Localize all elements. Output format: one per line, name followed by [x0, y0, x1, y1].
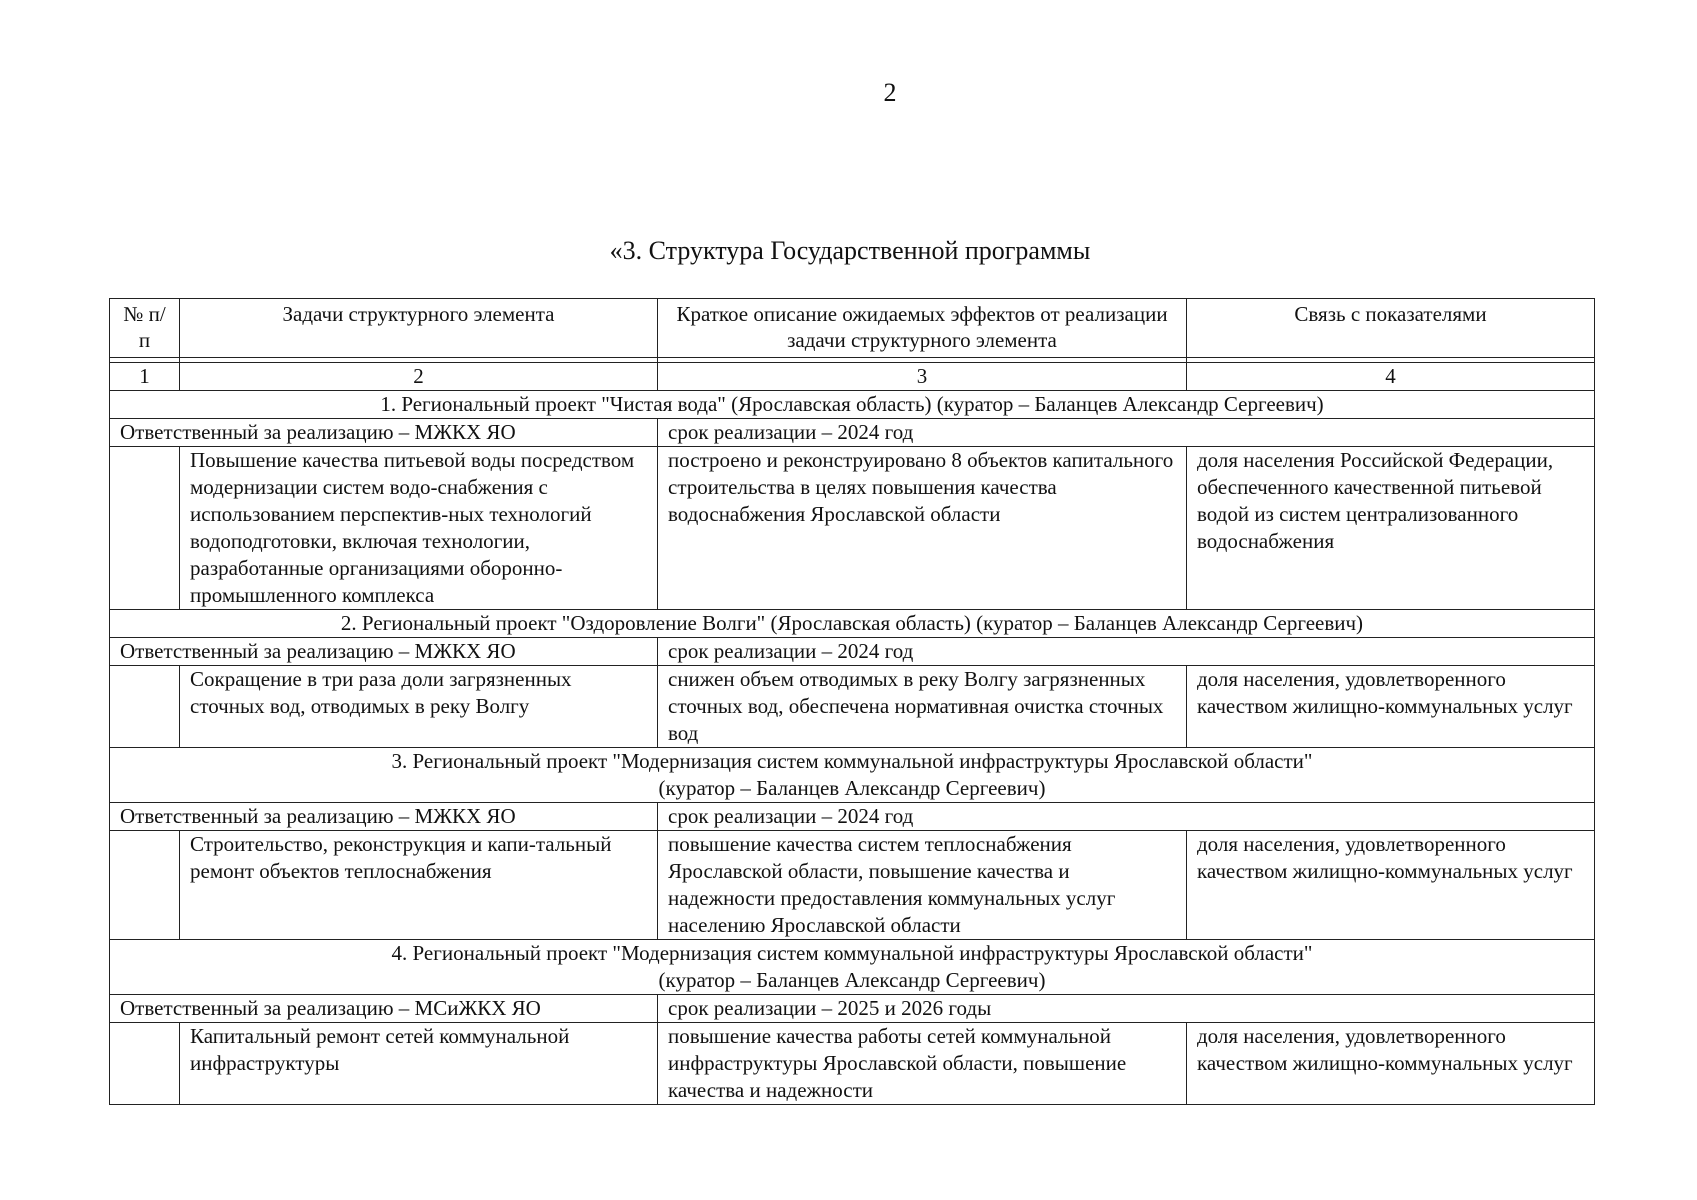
project-title: 1. Региональный проект "Чистая вода" (Ярославская область) (куратор – Баланцев Александр Сергеевич)	[110, 391, 1595, 419]
responsible-row	[110, 419, 1595, 447]
effect-text: повышение качества работы сетей коммунальной инфраструктуры Ярославской области, повышение качества и надежности	[658, 1023, 1187, 1105]
deadline: срок реализации – 2024 год	[658, 803, 1595, 831]
project-title-row	[110, 610, 1595, 638]
section-title: «3. Структура Государственной программы	[609, 236, 1091, 265]
task-number-cell	[110, 831, 180, 940]
page-number: 2	[883, 78, 897, 107]
task-row	[110, 1023, 1595, 1105]
indicator-text: доля населения Российской Федерации, обеспеченного качественной питьевой водой из систем централизованного водоснабжения	[1187, 447, 1595, 610]
column-number: 1	[110, 363, 180, 391]
task-text: Сокращение в три раза доли загрязненных сточных вод, отводимых в реку Волгу	[180, 666, 658, 748]
deadline: срок реализации – 2025 и 2026 годы	[658, 995, 1595, 1023]
header-number: № п/п	[110, 299, 180, 358]
indicator-text: доля населения, удовлетворенного качеством жилищно-коммунальных услуг	[1187, 831, 1595, 940]
project-title-cell	[110, 940, 1595, 995]
responsible-row	[110, 803, 1595, 831]
column-number-row	[110, 363, 1595, 391]
structure-table	[109, 298, 1595, 1105]
task-number-cell	[110, 447, 180, 610]
effect-text: повышение качества систем теплоснабжения Ярославской области, повышение качества и надежности предоставления коммунальных услуг населению Ярославской области	[658, 831, 1187, 940]
responsible-row	[110, 995, 1595, 1023]
task-row	[110, 666, 1595, 748]
effect-text: снижен объем отводимых в реку Волгу загрязненных сточных вод, обеспечена нормативная очистка сточных вод	[658, 666, 1187, 748]
task-number-cell	[110, 1023, 180, 1105]
project-title-row	[110, 748, 1595, 803]
task-text: Капитальный ремонт сетей коммунальной инфраструктуры	[180, 1023, 658, 1105]
task-row	[110, 831, 1595, 940]
header-task: Задачи структурного элемента	[180, 299, 658, 358]
responsible: Ответственный за реализацию – МСиЖКХ ЯО	[110, 995, 658, 1023]
task-number-cell	[110, 666, 180, 748]
project-title-row	[110, 940, 1595, 995]
header-row	[110, 299, 1595, 358]
responsible: Ответственный за реализацию – МЖКХ ЯО	[110, 638, 658, 666]
header-indicator: Связь с показателями	[1187, 299, 1595, 358]
responsible: Ответственный за реализацию – МЖКХ ЯО	[110, 419, 658, 447]
column-number: 2	[180, 363, 658, 391]
column-number: 4	[1187, 363, 1595, 391]
responsible-row	[110, 638, 1595, 666]
project-title-row	[110, 391, 1595, 419]
task-text: Строительство, реконструкция и капи-тальный ремонт объектов теплоснабжения	[180, 831, 658, 940]
task-text: Повышение качества питьевой воды посредством модернизации систем водо-снабжения с использованием перспектив-ных технологий водоподготовки, включая технологии, разработанные организациями оборонно-промышленного комплекса	[180, 447, 658, 610]
project-title-cell	[110, 748, 1595, 803]
deadline: срок реализации – 2024 год	[658, 638, 1595, 666]
structure-table-wrapper	[109, 298, 1594, 1105]
effect-text: построено и реконструировано 8 объектов капитального строительства в целях повышения качества водоснабжения Ярославской области	[658, 447, 1187, 610]
column-number: 3	[658, 363, 1187, 391]
indicator-text: доля населения, удовлетворенного качеством жилищно-коммунальных услуг	[1187, 1023, 1595, 1105]
project-curator: (куратор – Баланцев Александр Сергеевич)	[658, 968, 1046, 992]
project-title: 4. Региональный проект "Модернизация систем коммунальной инфраструктуры Ярославской области"	[391, 941, 1313, 965]
project-title: 3. Региональный проект "Модернизация систем коммунальной инфраструктуры Ярославской области"	[391, 749, 1313, 773]
indicator-text: доля населения, удовлетворенного качеством жилищно-коммунальных услуг	[1187, 666, 1595, 748]
task-row	[110, 447, 1595, 610]
header-effect: Краткое описание ожидаемых эффектов от реализации задачи структурного элемента	[658, 299, 1187, 358]
deadline: срок реализации – 2024 год	[658, 419, 1595, 447]
responsible: Ответственный за реализацию – МЖКХ ЯО	[110, 803, 658, 831]
project-curator: (куратор – Баланцев Александр Сергеевич)	[658, 776, 1046, 800]
project-title: 2. Региональный проект "Оздоровление Волги" (Ярославская область) (куратор – Баланцев Александр Сергеевич)	[110, 610, 1595, 638]
